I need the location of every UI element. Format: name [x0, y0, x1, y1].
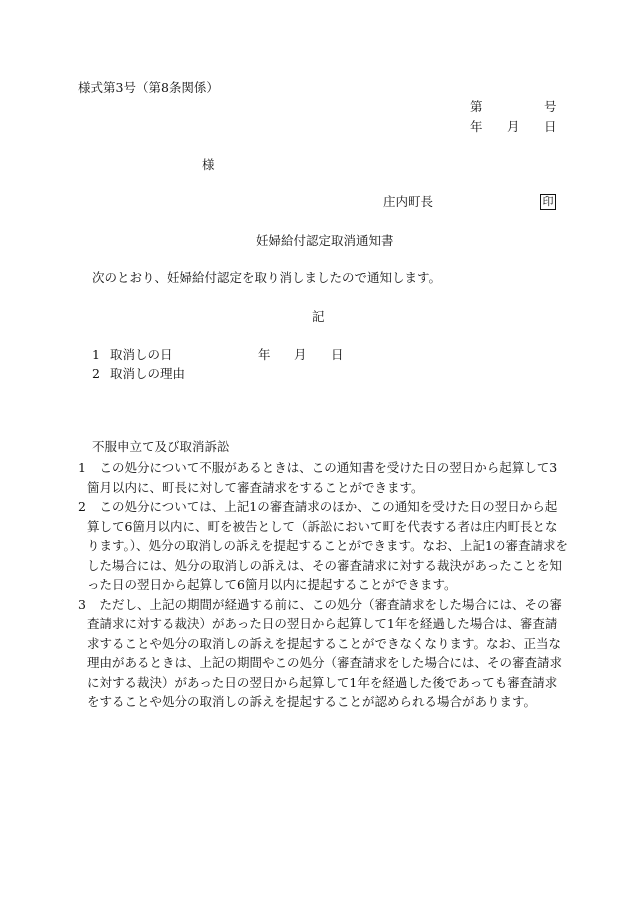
item-1-day: 日	[331, 347, 344, 362]
appeal-note-1	[68, 458, 568, 497]
appeal-note-2	[68, 497, 568, 595]
item-1-label: 取消しの日	[110, 347, 173, 362]
intro-text: 次のとおり、妊婦給付認定を取り消しましたので通知します。	[92, 270, 442, 285]
doc-number-dai: 第	[470, 99, 483, 114]
doc-date-month: 月	[507, 119, 520, 134]
item-1-number: 1	[92, 347, 100, 362]
appeal-heading: 不服申立て及び取消訴訟	[92, 439, 230, 454]
seal-mark: 印	[540, 194, 556, 210]
appeal-note-number: 3	[78, 596, 86, 612]
item-2-number: 2	[92, 366, 100, 381]
appeal-note-number: 2	[78, 499, 86, 514]
appeal-note-number: 1	[78, 460, 86, 475]
form-number: 様式第3号（第8条関係）	[78, 80, 219, 95]
document-title: 妊婦給付認定取消通知書	[256, 233, 394, 248]
item-1-year: 年	[258, 347, 271, 362]
appeal-notes	[68, 458, 568, 712]
item-2-label: 取消しの理由	[110, 366, 186, 381]
appeal-note-text: この処分について不服があるときは、この通知書を受けた日の翌日から起算して3箇月以内に、町長に対して審査請求をすることができます。	[87, 460, 558, 495]
issuer-name: 庄内町長	[383, 194, 434, 209]
appeal-note-3	[68, 595, 568, 712]
doc-number-go: 号	[544, 99, 557, 114]
doc-date-year: 年	[470, 119, 483, 134]
doc-date-day: 日	[544, 119, 557, 134]
ki-heading: 記	[312, 309, 325, 324]
addressee-suffix: 様	[202, 157, 215, 172]
appeal-note-text: ただし、上記の期間が経過する前に、この処分（審査請求をした場合には、その審査請求に対する裁決）があった日の翌日から起算して1年を経過した場合は、審査請求することや処分の取消しの訴えを提起することができなくなります。なお、正当な理由があるときは、上記の期間やこの処分（審査請求をした場合には、その審査請求に対する裁決）があった日の翌日から起算して1年を経過した後であっても審査請求をすることや処分の取消しの訴えを提起することが認められる場合があります。	[87, 596, 563, 709]
item-1-month: 月	[294, 347, 307, 362]
appeal-note-text: この処分については、上記1の審査請求のほか、この通知を受けた日の翌日から起算して6箇月以内に、町を被告として（訴訟において町を代表する者は庄内町長となります。）、処分の取消しの訴えを提起することができます。なお、上記1の審査請求をした場合には、処分の取消しの訴えは、その審査請求に対する裁決があったことを知った日の翌日から起算して6箇月以内に提起することができます。	[87, 499, 568, 592]
